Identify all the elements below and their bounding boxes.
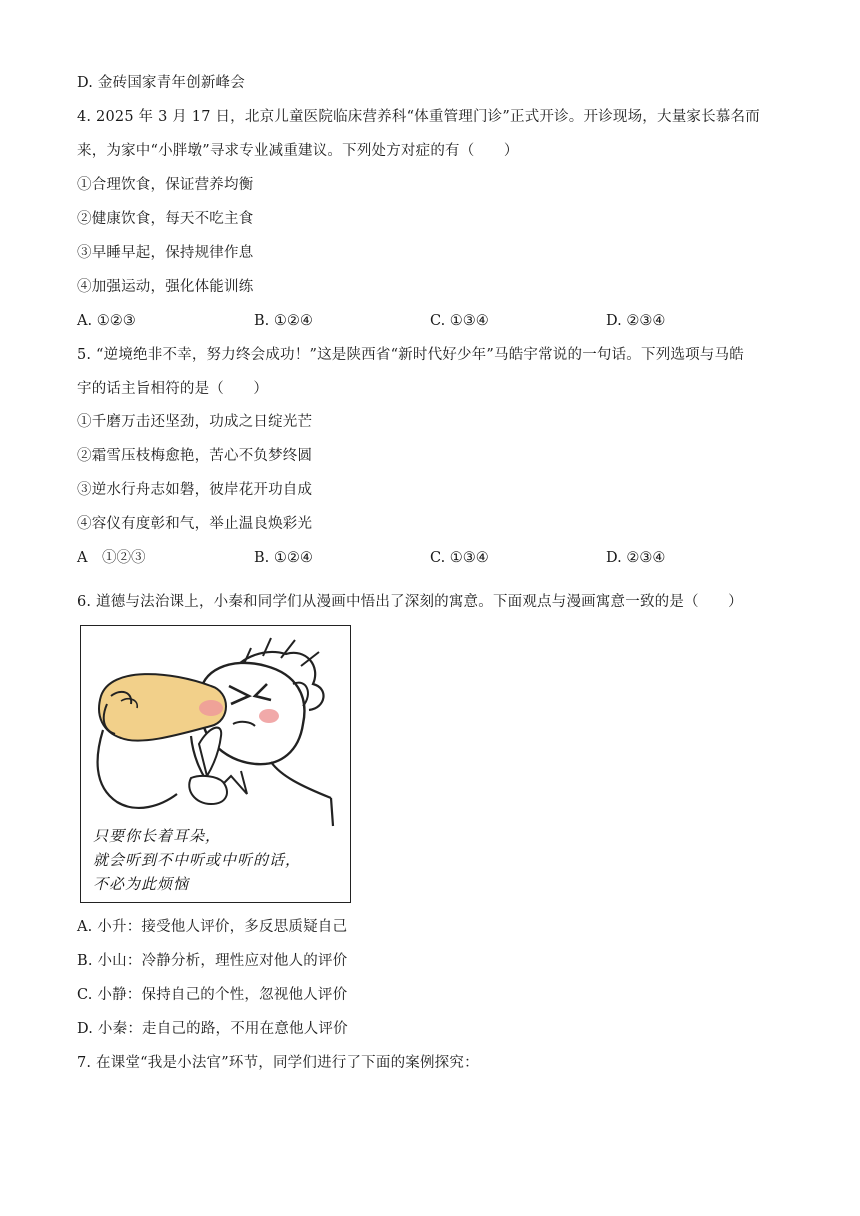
q4-stem-line2: 来，为家中“小胖墩”寻求专业减重建议。下列处方对症的有（ ） bbox=[77, 143, 519, 159]
q5-option-c[interactable]: C. ①③④ bbox=[430, 550, 489, 566]
q5-option-b[interactable]: B. ①②④ bbox=[254, 550, 313, 566]
cartoon-caption-line2: 就会听到不中听或中听的话， bbox=[93, 851, 302, 869]
q4-item-2: ②健康饮食，每天不吃主食 bbox=[77, 211, 254, 227]
cartoon-caption-line3: 不必为此烦恼 bbox=[93, 875, 190, 893]
q4-option-c[interactable]: C. ①③④ bbox=[430, 313, 489, 329]
cartoon-image bbox=[80, 625, 351, 903]
q6-stem: 6. 道德与法治课上，小秦和同学们从漫画中悟出了深刻的寓意。下面观点与漫画寓意一致的是（ ） bbox=[77, 594, 743, 610]
q6-option-b[interactable]: B. 小山：冷静分析，理性应对他人的评价 bbox=[77, 953, 348, 969]
q4-item-4: ④加强运动，强化体能训练 bbox=[77, 279, 254, 295]
q7-stem: 7. 在课堂“我是小法官”环节，同学们进行了下面的案例探究： bbox=[77, 1055, 479, 1071]
q6-option-c[interactable]: C. 小静：保持自己的个性，忽视他人评价 bbox=[77, 987, 348, 1003]
q5-item-2: ②霜雪压枝梅愈艳，苦心不负梦终圆 bbox=[77, 448, 313, 464]
cartoon-caption-line1: 只要你长着耳朵， bbox=[93, 827, 222, 845]
q6-option-a[interactable]: A. 小升：接受他人评价，多反思质疑自己 bbox=[77, 919, 348, 935]
q6-option-d[interactable]: D. 小秦：走自己的路，不用在意他人评价 bbox=[77, 1021, 348, 1037]
q5-stem-line2: 宇的话主旨相符的是（ ） bbox=[77, 381, 269, 397]
q5-option-a[interactable]: A ①②③ bbox=[77, 550, 146, 566]
q5-stem-line1: 5. “逆境绝非不幸，努力终会成功！”这是陕西省“新时代好少年”马皓宇常说的一句话。下列选项与马皓 bbox=[77, 347, 744, 363]
q4-option-a[interactable]: A. ①②③ bbox=[77, 313, 136, 329]
q5-option-d[interactable]: D. ②③④ bbox=[606, 550, 666, 566]
q4-options bbox=[77, 311, 777, 331]
q4-item-3: ③早睡早起，保持规律作息 bbox=[77, 245, 254, 261]
q4-item-1: ①合理饮食，保证营养均衡 bbox=[77, 177, 254, 193]
q5-options bbox=[77, 548, 777, 568]
q5-item-1: ①千磨万击还坚劲，功成之日绽光芒 bbox=[77, 414, 313, 430]
q5-item-3: ③逆水行舟志如磐，彼岸花开功自成 bbox=[77, 482, 313, 498]
q4-option-b[interactable]: B. ①②④ bbox=[254, 313, 313, 329]
q4-option-d[interactable]: D. ②③④ bbox=[606, 313, 666, 329]
q4-stem-line1: 4. 2025 年 3 月 17 日，北京儿童医院临床营养科“体重管理门诊”正式开诊。开诊现场，大量家长慕名而 bbox=[77, 109, 760, 125]
q3-option-d: D. 金砖国家青年创新峰会 bbox=[77, 75, 245, 91]
q5-item-4: ④容仪有度彰和气，举止温良焕彩光 bbox=[77, 516, 313, 532]
